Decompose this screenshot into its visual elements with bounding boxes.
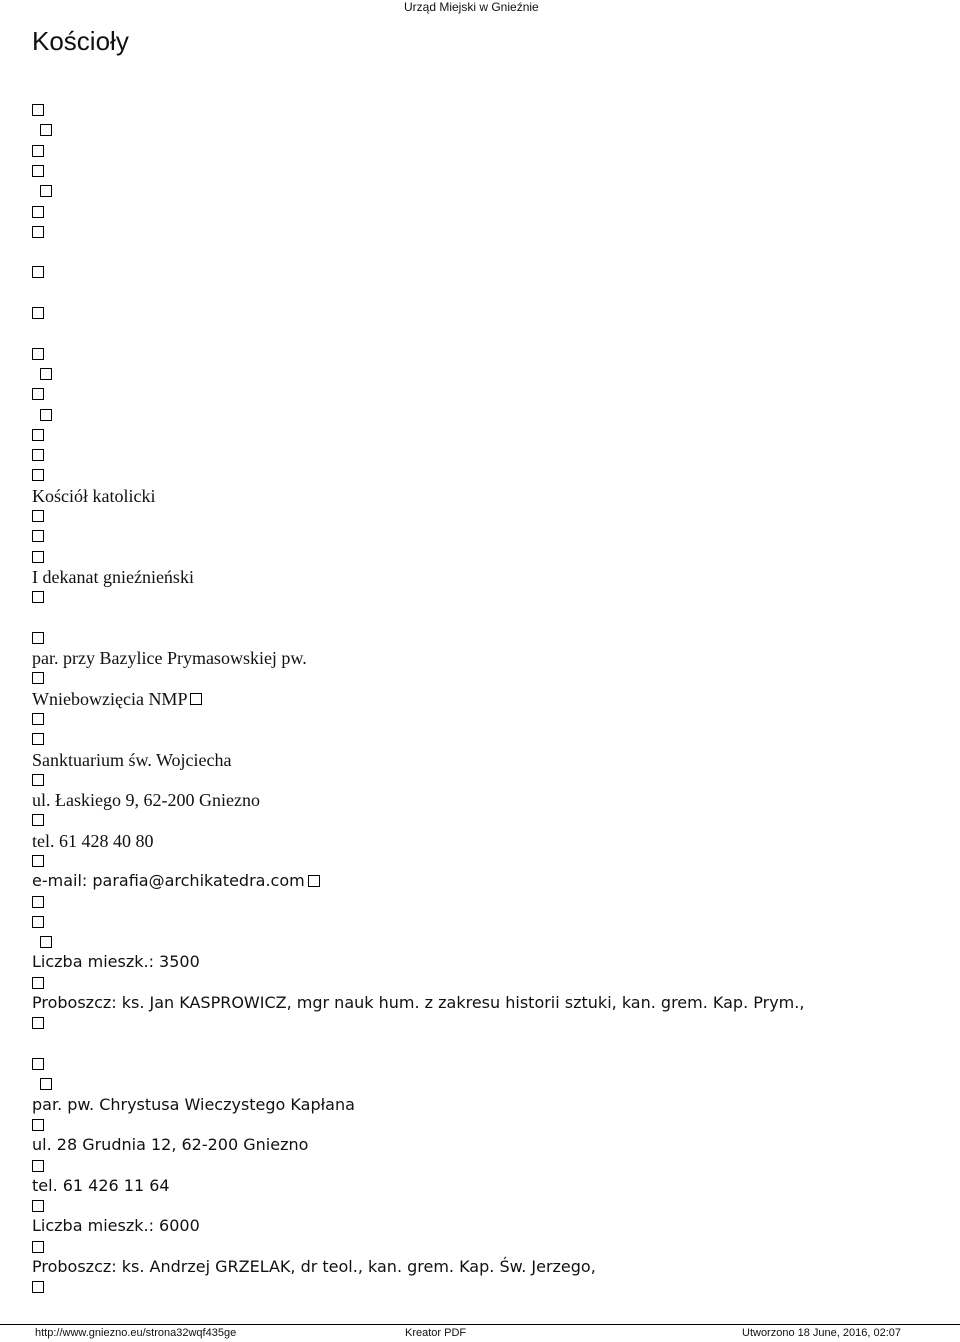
missing-glyph-icon xyxy=(32,1281,44,1293)
parish1-phone: tel. 61 428 40 80 xyxy=(32,830,154,851)
placeholder-line xyxy=(32,668,960,688)
missing-glyph-icon xyxy=(32,348,44,360)
parish2-pastor: Proboszcz: ks. Andrzej GRZELAK, dr teol., kan. grem. Kap. Św. Jerzego, xyxy=(32,1256,596,1276)
missing-glyph-icon xyxy=(32,1160,44,1172)
parish1-address: ul. Łaskiego 9, 62-200 Gniezno xyxy=(32,790,260,811)
parish1-name-part2: Wniebowzięcia NMP xyxy=(32,688,188,709)
placeholder-line xyxy=(32,425,960,445)
placeholder-line xyxy=(32,1115,960,1135)
placeholder-line xyxy=(32,973,960,993)
placeholder-line xyxy=(32,1013,960,1033)
placeholder-line xyxy=(32,810,960,830)
placeholder-line xyxy=(32,1074,960,1094)
placeholder-line xyxy=(32,932,960,952)
missing-glyph-icon xyxy=(32,145,44,157)
missing-glyph-icon xyxy=(32,165,44,177)
missing-glyph-icon xyxy=(32,896,44,908)
footer-creator: Kreator PDF xyxy=(405,1327,467,1339)
parish1-email-line xyxy=(32,871,960,891)
missing-glyph-icon xyxy=(32,1119,44,1131)
placeholder-line xyxy=(32,1277,960,1297)
missing-glyph-icon xyxy=(32,226,44,238)
placeholder-line xyxy=(32,1237,960,1257)
missing-glyph-icon xyxy=(32,429,44,441)
placeholder-line xyxy=(32,506,960,526)
missing-glyph-icon xyxy=(40,409,52,421)
parish1-sanctuary: Sanktuarium św. Wojciecha xyxy=(32,749,232,770)
placeholder-line xyxy=(32,770,960,790)
footer-created: Utworzono 18 June, 2016, 02:07 xyxy=(742,1327,902,1339)
placeholder-line xyxy=(32,709,960,729)
placeholder-line xyxy=(32,526,960,546)
placeholder-line xyxy=(32,628,960,648)
placeholder-line xyxy=(32,912,960,932)
placeholder-line xyxy=(32,404,960,424)
missing-glyph-icon xyxy=(40,368,52,380)
parish2-address: ul. 28 Grudnia 12, 62-200 Gniezno xyxy=(32,1135,309,1155)
placeholder-line xyxy=(32,465,960,485)
missing-glyph-icon xyxy=(32,855,44,867)
placeholder-line xyxy=(32,222,960,242)
missing-glyph-icon xyxy=(32,551,44,563)
parish1-name: par. przy Bazylice Prymasowskiej pw. xyxy=(32,648,307,669)
missing-glyph-icon xyxy=(32,774,44,786)
missing-glyph-icon xyxy=(32,1058,44,1070)
placeholder-line xyxy=(32,892,960,912)
missing-glyph-icon xyxy=(32,1200,44,1212)
missing-glyph-icon xyxy=(32,916,44,928)
missing-glyph-icon xyxy=(40,124,52,136)
footer-url: http://www.gniezno.eu/strona32wqf435ge xyxy=(35,1327,237,1339)
missing-glyph-icon xyxy=(32,632,44,644)
missing-glyph-icon xyxy=(32,388,44,400)
placeholder-line xyxy=(32,181,960,201)
placeholder-line xyxy=(32,161,960,181)
placeholder-line xyxy=(32,201,960,221)
missing-glyph-icon xyxy=(32,814,44,826)
placeholder-line xyxy=(32,1196,960,1216)
placeholder-line xyxy=(32,384,960,404)
missing-glyph-icon xyxy=(32,977,44,989)
site-header: Urząd Miejski w Gnieźnie xyxy=(404,0,539,14)
missing-glyph-icon xyxy=(32,591,44,603)
missing-glyph-icon xyxy=(32,307,44,319)
missing-glyph-icon xyxy=(32,104,44,116)
placeholder-line xyxy=(32,141,960,161)
missing-glyph-icon xyxy=(32,266,44,278)
missing-glyph-icon xyxy=(32,713,44,725)
missing-glyph-icon xyxy=(32,672,44,684)
page-footer xyxy=(0,1324,960,1342)
parish2-name: par. pw. Chrystusa Wieczystego Kapłana xyxy=(32,1094,355,1114)
missing-glyph-icon xyxy=(40,185,52,197)
placeholder-line xyxy=(32,364,960,384)
church-type: Kościół katolicki xyxy=(32,485,156,506)
missing-glyph-icon xyxy=(32,449,44,461)
placeholder-line xyxy=(32,120,960,140)
parish2-phone: tel. 61 426 11 64 xyxy=(32,1175,170,1195)
placeholder-line xyxy=(32,1155,960,1175)
parish1-email: e-mail: parafia@archikatedra.com xyxy=(32,871,305,891)
missing-glyph-icon xyxy=(40,1078,52,1090)
deanery-name: I dekanat gnieźnieński xyxy=(32,566,194,587)
missing-glyph-icon xyxy=(32,510,44,522)
page-title: Kościoły xyxy=(32,26,129,56)
missing-glyph-icon xyxy=(32,469,44,481)
placeholder-line xyxy=(32,303,960,323)
missing-glyph-icon xyxy=(40,936,52,948)
missing-glyph-icon xyxy=(32,206,44,218)
placeholder-line xyxy=(32,587,960,607)
placeholder-line xyxy=(32,100,960,120)
missing-glyph-icon xyxy=(32,733,44,745)
parish2-population: Liczba mieszk.: 6000 xyxy=(32,1216,200,1236)
missing-glyph-icon xyxy=(32,1017,44,1029)
placeholder-line xyxy=(32,344,960,364)
parish1-population: Liczba mieszk.: 3500 xyxy=(32,952,200,972)
missing-glyph-icon xyxy=(190,693,202,705)
placeholder-line xyxy=(32,262,960,282)
missing-glyph-icon xyxy=(308,875,320,887)
missing-glyph-icon xyxy=(32,530,44,542)
placeholder-line xyxy=(32,445,960,465)
placeholder-line xyxy=(32,729,960,749)
placeholder-line xyxy=(32,851,960,871)
parish1-pastor: Proboszcz: ks. Jan KASPROWICZ, mgr nauk hum. z zakresu historii sztuki, kan. grem. Kap. Prym., xyxy=(32,993,805,1013)
placeholder-line xyxy=(32,547,960,567)
parish1-name-cont xyxy=(32,689,960,709)
placeholder-line xyxy=(32,1054,960,1074)
missing-glyph-icon xyxy=(32,1241,44,1253)
document-body xyxy=(32,100,960,1298)
